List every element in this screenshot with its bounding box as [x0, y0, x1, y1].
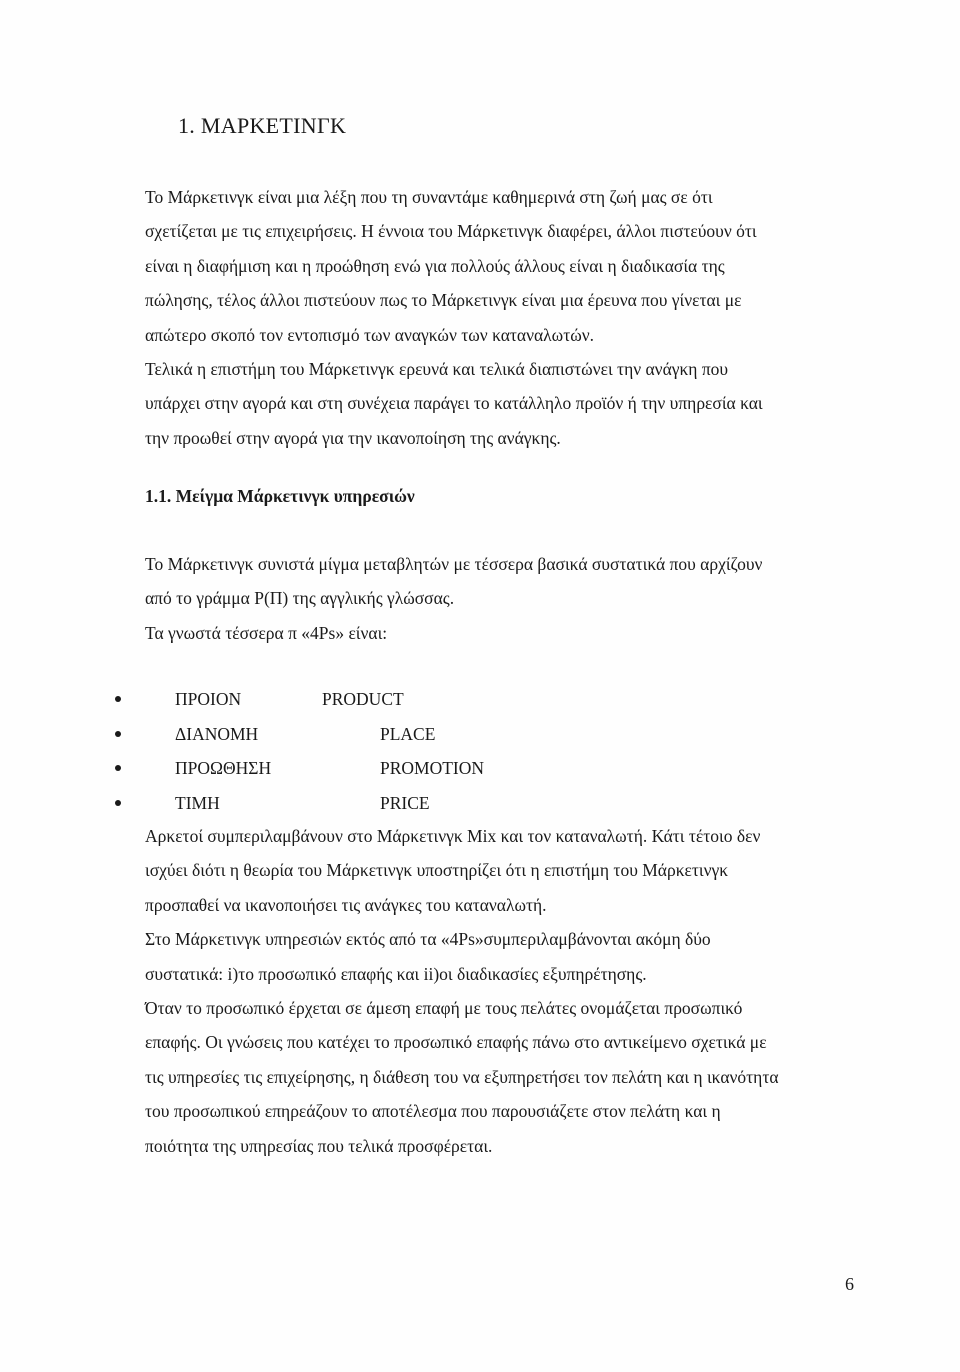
text-line: Τα γνωστά τέσσερα π «4Ps» είναι:	[145, 622, 388, 643]
greek-term: ΠΡΟΙΟΝ	[175, 689, 242, 709]
page-number: 6	[845, 1274, 854, 1294]
mix-paragraph	[145, 547, 845, 650]
english-term: PRODUCT	[322, 689, 404, 709]
text-line: σχετίζεται με τις επιχειρήσεις. Η έννοια του Μάρκετινγκ διαφέρει, άλλοι πιστεύουν ότι	[145, 221, 757, 242]
text-line: Στο Μάρκετινγκ υπηρεσιών εκτός από τα «4Ps»συμπεριλαμβάνονται ακόμη δύο	[145, 929, 711, 950]
text-line: επαφής. Οι γνώσεις που κατέχει το προσωπικό επαφής πάνω στο αντικείμενο σχετικά με	[145, 1032, 767, 1053]
bullet-icon	[115, 765, 121, 771]
text-line: ποιότητα της υπηρεσίας που τελικά προσφέρεται.	[145, 1135, 493, 1156]
bullet-icon	[115, 696, 121, 702]
english-term: PLACE	[380, 723, 436, 744]
text-line: υπάρχει στην αγορά και στη συνέχεια παράγει το κατάλληλο προϊόν ή την υπηρεσία και	[145, 393, 763, 414]
greek-term: ΠΡΟΩΘΗΣΗ	[175, 758, 272, 779]
subsection-heading: 1.1. Μείγμα Μάρκετινγκ υπηρεσιών	[145, 486, 415, 506]
four-ps-list	[0, 684, 960, 823]
greek-term: ΔΙΑΝΟΜΗ	[175, 723, 259, 744]
text-line: Τελικά η επιστήμη του Μάρκετινγκ ερευνά και τελικά διαπιστώνει την ανάγκη που	[145, 358, 729, 379]
section-heading: 1. ΜΑΡΚΕΤΙΝΓΚ	[178, 113, 347, 138]
list-item	[0, 753, 960, 788]
text-line: προσπαθεί να ικανοποιήσει τις ανάγκες του καταναλωτή.	[145, 894, 547, 915]
list-item	[0, 788, 960, 823]
english-term: PROMOTION	[380, 758, 485, 779]
text-line: πώλησης, τέλος άλλοι πιστεύουν πως το Μάρκετινγκ είναι μια έρευνα που γίνεται με	[145, 290, 742, 311]
list-item	[0, 684, 960, 719]
text-line: Όταν το προσωπικό έρχεται σε άμεση επαφή με τους πελάτες ονομάζεται προσωπικό	[145, 997, 743, 1018]
text-line: Αρκετοί συμπεριλαμβάνουν στο Μάρκετινγκ Mix και τον καταναλωτή. Κάτι τέτοιο δεν	[145, 826, 761, 846]
closing-paragraph	[145, 819, 845, 1163]
english-term: PRICE	[380, 793, 430, 814]
text-line: από το γράμμα Ρ(Π) της αγγλικής γλώσσας.	[145, 588, 455, 609]
text-line: την προωθεί στην αγορά για την ικανοποίηση της ανάγκης.	[145, 427, 561, 448]
text-line: είναι η διαφήμιση και η προώθηση ενώ για πολλούς άλλους είναι η διαδικασία της	[145, 255, 725, 276]
text-line: ισχύει διότι η θεωρία του Μάρκετινγκ υποστηρίζει ότι η επιστήμη του Μάρκετινγκ	[145, 860, 729, 881]
text-line: του προσωπικού επηρεάζουν το αποτέλεσμα που παρουσιάζετε στον πελάτη και η	[145, 1101, 721, 1122]
text-line: Το Μάρκετινγκ είναι μια λέξη που τη συναντάμε καθημερινά στη ζωή μας σε ότι	[145, 187, 713, 207]
bullet-icon	[115, 800, 121, 806]
greek-term: ΤΙΜΗ	[175, 793, 220, 814]
text-line: απώτερο σκοπό τον εντοπισμό των αναγκών των καταναλωτών.	[145, 324, 595, 345]
bullet-icon	[115, 731, 121, 737]
text-line: τις υπηρεσίες τις επιχείρησης, η διάθεση του να εξυπηρετήσει τον πελάτη και η ικανότητα	[145, 1066, 779, 1087]
intro-paragraph	[145, 180, 845, 455]
text-line: συστατικά: i)το προσωπικό επαφής και ii)οι διαδικασίες εξυπηρέτησης.	[145, 963, 647, 984]
list-item	[0, 719, 960, 754]
text-line: Το Μάρκετινγκ συνιστά μίγμα μεταβλητών με τέσσερα βασικά συστατικά που αρχίζουν	[145, 554, 763, 574]
